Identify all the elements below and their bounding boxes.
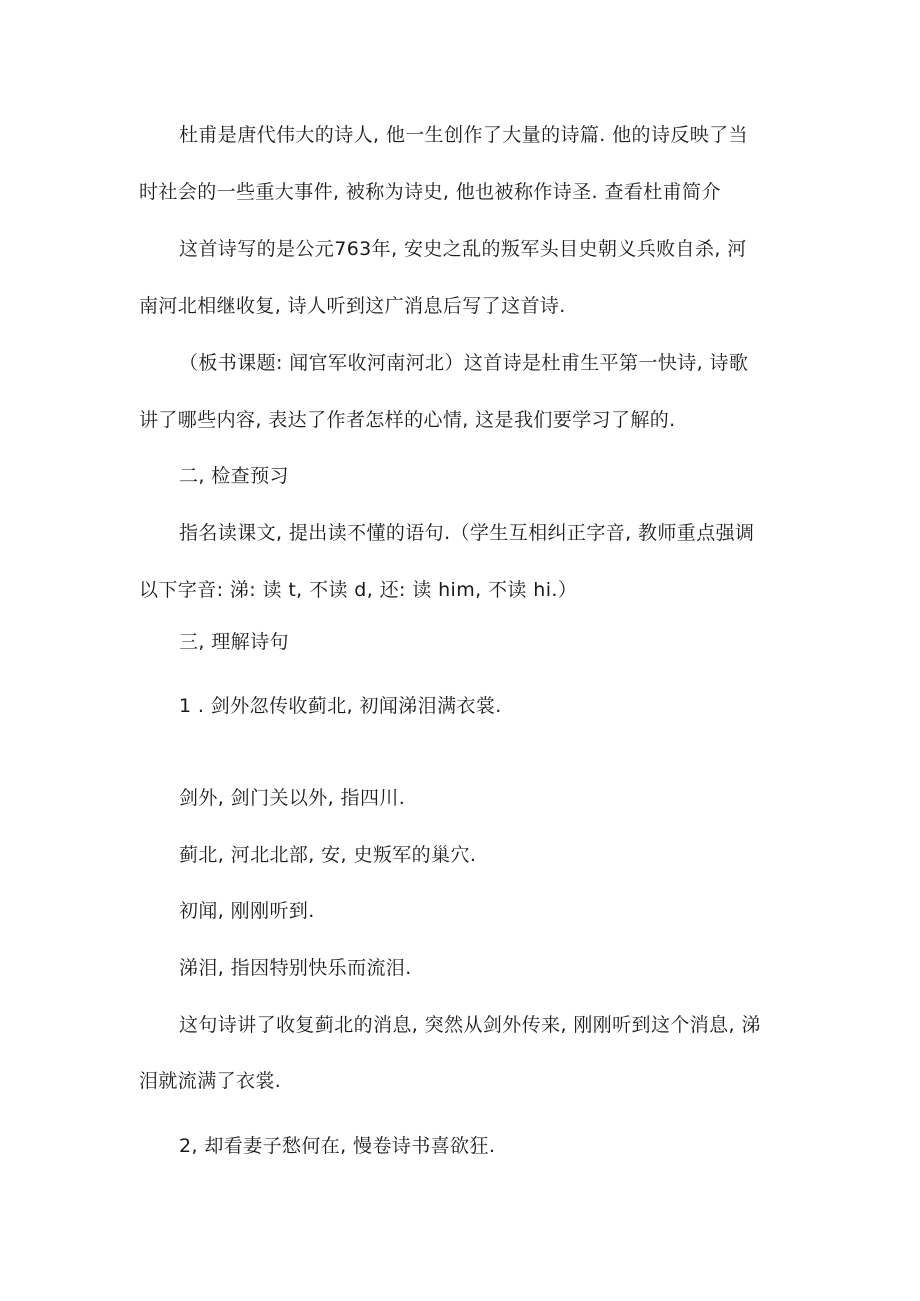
text-line: 泪就流满了衣裳. bbox=[139, 1070, 282, 1092]
text-line: 初闻, 刚刚听到. bbox=[179, 900, 315, 922]
text-line: 涕泪, 指因特别快乐而流泪. bbox=[179, 957, 412, 979]
text-line: 这首诗写的是公元763年, 安史之乱的叛军头目史朝义兵败自杀, 河 bbox=[179, 238, 747, 260]
text-line: 剑外, 剑门关以外, 指四川. bbox=[179, 787, 406, 809]
poem-line-heading: 1 . 剑外忽传收蓟北, 初闻涕泪满衣裳. bbox=[179, 695, 502, 717]
section-heading: 二, 检查预习 bbox=[179, 465, 289, 487]
text-line: （板书课题: 闻官军收河南河北）这首诗是杜甫生平第一快诗, 诗歌 bbox=[179, 352, 749, 374]
text-line: 时社会的一些重大事件, 被称为诗史, 他也被称作诗圣. 查看杜甫简介 bbox=[139, 181, 721, 203]
text-line: 杜甫是唐代伟大的诗人, 他一生创作了大量的诗篇. 他的诗反映了当 bbox=[179, 124, 748, 146]
text-line: 以下字音: 涕: 读 t, 不读 d, 还: 读 him, 不读 hi.） bbox=[139, 579, 578, 601]
section-heading: 三, 理解诗句 bbox=[179, 631, 289, 653]
text-line: 蓟北, 河北北部, 安, 史叛军的巢穴. bbox=[179, 844, 477, 866]
text-line: 讲了哪些内容, 表达了作者怎样的心情, 这是我们要学习了解的. bbox=[139, 409, 676, 431]
text-line: 指名读课文, 提出读不懂的语句.（学生互相纠正字音, 教师重点强调 bbox=[179, 522, 755, 544]
poem-line-heading: 2, 却看妻子愁何在, 慢卷诗书喜欲狂. bbox=[179, 1135, 496, 1157]
text-line: 南河北相继收复, 诗人听到这广消息后写了这首诗. bbox=[139, 295, 566, 317]
text-line: 这句诗讲了收复蓟北的消息, 突然从剑外传来, 刚刚听到这个消息, 涕 bbox=[179, 1014, 761, 1036]
